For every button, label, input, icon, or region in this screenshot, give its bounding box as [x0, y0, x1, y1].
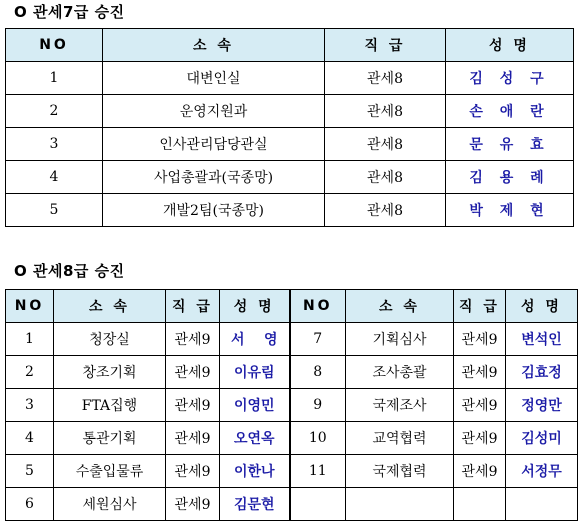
row-no: 10	[290, 422, 346, 455]
row-dept: 개발2팀(국종망)	[103, 194, 325, 227]
header-grade: 직 급	[325, 29, 446, 62]
row-name: 박 제 현	[446, 194, 574, 227]
row-grade: 관세9	[454, 389, 506, 422]
row-name: 김성미	[506, 422, 578, 455]
row-no: 9	[290, 389, 346, 422]
table-row	[6, 455, 578, 488]
empty-cell	[506, 488, 578, 521]
row-name: 이한나	[220, 455, 290, 488]
row-grade: 관세8	[325, 95, 446, 128]
empty-cell	[290, 488, 346, 521]
row-dept: 청장실	[54, 323, 166, 356]
row-name: 정영만	[506, 389, 578, 422]
row-dept: 조사총괄	[346, 356, 454, 389]
section-title-8th-grade: O 관세8급 승진	[14, 262, 125, 280]
row-dept: 국제협력	[346, 455, 454, 488]
row-name: 손 애 란	[446, 95, 574, 128]
row-no: 4	[6, 161, 103, 194]
row-no: 2	[6, 356, 54, 389]
header-no: NO	[290, 290, 346, 323]
row-dept: 통관기획	[54, 422, 166, 455]
row-grade: 관세9	[166, 389, 220, 422]
row-no: 11	[290, 455, 346, 488]
row-dept: 대변인실	[103, 62, 325, 95]
table-row	[6, 62, 574, 95]
table-row	[6, 194, 574, 227]
row-name: 문 유 효	[446, 128, 574, 161]
row-name: 김 성 구	[446, 62, 574, 95]
header-dept: 소 속	[346, 290, 454, 323]
header-dept: 소 속	[54, 290, 166, 323]
row-dept: 인사관리담당관실	[103, 128, 325, 161]
row-grade: 관세9	[454, 422, 506, 455]
row-grade: 관세8	[325, 128, 446, 161]
row-grade: 관세9	[166, 422, 220, 455]
row-no: 8	[290, 356, 346, 389]
row-dept: 창조기획	[54, 356, 166, 389]
row-name: 이유림	[220, 356, 290, 389]
section-title-7th-grade: O 관세7급 승진	[14, 3, 125, 21]
row-dept: FTA집행	[54, 389, 166, 422]
row-dept: 사업총괄과(국종망)	[103, 161, 325, 194]
row-dept: 세원심사	[54, 488, 166, 521]
row-no: 1	[6, 62, 103, 95]
table-header-row	[6, 29, 574, 62]
table-row	[6, 356, 578, 389]
row-no: 7	[290, 323, 346, 356]
header-no: NO	[6, 29, 103, 62]
row-name: 서정무	[506, 455, 578, 488]
table-row	[6, 161, 574, 194]
promotion-table-8th-grade	[5, 289, 578, 521]
row-dept: 국제조사	[346, 389, 454, 422]
promotion-table-7th-grade	[5, 28, 574, 227]
row-no: 5	[6, 455, 54, 488]
table-row	[6, 128, 574, 161]
row-no: 1	[6, 323, 54, 356]
row-name: 김문현	[220, 488, 290, 521]
row-grade: 관세8	[325, 62, 446, 95]
header-dept: 소 속	[103, 29, 325, 62]
row-dept: 교역협력	[346, 422, 454, 455]
header-grade: 직 급	[166, 290, 220, 323]
row-no: 5	[6, 194, 103, 227]
header-grade: 직 급	[454, 290, 506, 323]
row-name: 이영민	[220, 389, 290, 422]
row-grade: 관세9	[454, 455, 506, 488]
table-row	[6, 323, 578, 356]
row-grade: 관세9	[166, 455, 220, 488]
table-row	[6, 488, 578, 521]
table-row	[6, 389, 578, 422]
row-grade: 관세9	[166, 356, 220, 389]
table-header-row	[6, 290, 578, 323]
row-grade: 관세9	[166, 323, 220, 356]
row-dept: 운영지원과	[103, 95, 325, 128]
row-grade: 관세9	[454, 323, 506, 356]
empty-cell	[454, 488, 506, 521]
row-dept: 기획심사	[346, 323, 454, 356]
row-no: 3	[6, 389, 54, 422]
row-no: 4	[6, 422, 54, 455]
row-name: 서 영	[220, 323, 290, 356]
row-grade: 관세9	[166, 488, 220, 521]
row-grade: 관세8	[325, 161, 446, 194]
header-name: 성 명	[220, 290, 290, 323]
header-no: NO	[6, 290, 54, 323]
row-no: 2	[6, 95, 103, 128]
empty-cell	[346, 488, 454, 521]
row-grade: 관세8	[325, 194, 446, 227]
row-name: 변석인	[506, 323, 578, 356]
row-name: 김효정	[506, 356, 578, 389]
row-no: 3	[6, 128, 103, 161]
table-row	[6, 95, 574, 128]
row-grade: 관세9	[454, 356, 506, 389]
row-name: 오연옥	[220, 422, 290, 455]
header-name: 성 명	[506, 290, 578, 323]
row-dept: 수출입물류	[54, 455, 166, 488]
header-name: 성 명	[446, 29, 574, 62]
row-name: 김 용 례	[446, 161, 574, 194]
table-row	[6, 422, 578, 455]
row-no: 6	[6, 488, 54, 521]
